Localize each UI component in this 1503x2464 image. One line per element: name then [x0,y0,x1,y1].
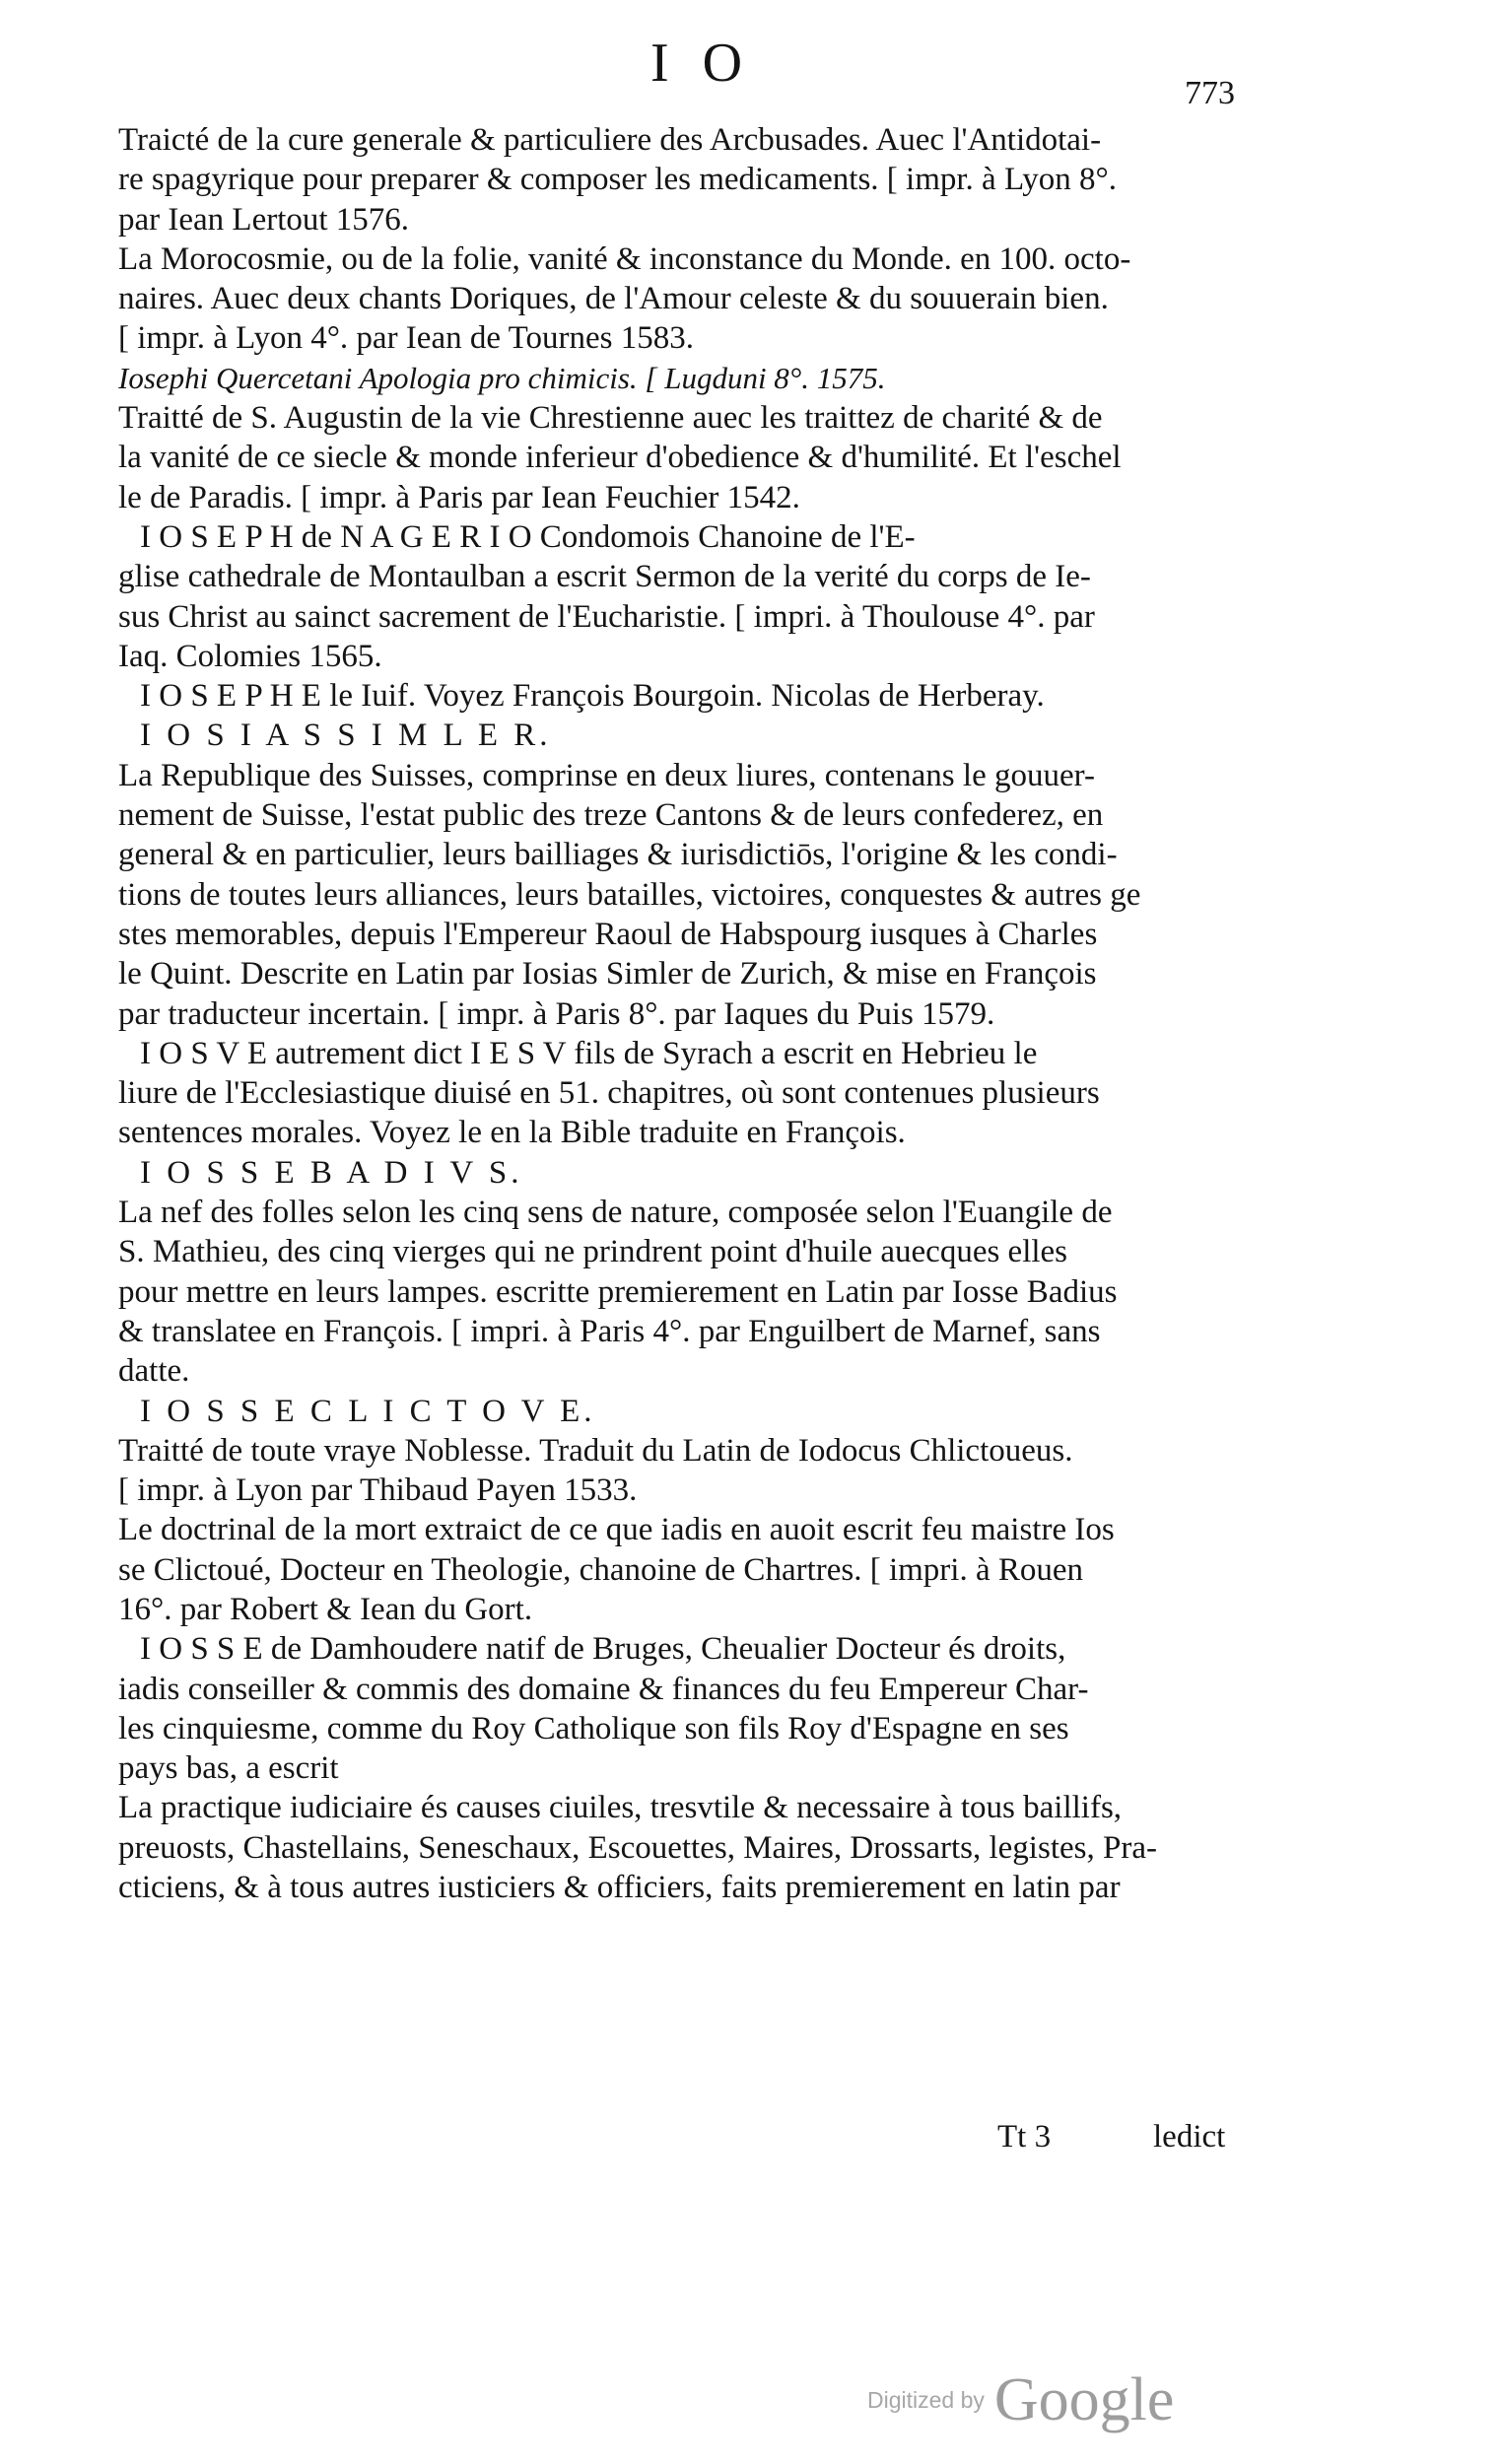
catchword: ledict [1153,2119,1226,2155]
text-line: Traitté de toute vraye Noblesse. Traduit du Latin de Iodocus Chlictoueus. [118,1432,1073,1469]
text-line: se Clictoué, Docteur en Theologie, chanoine de Chartres. [ impri. à Rouen [118,1551,1084,1588]
digitized-watermark [867,2365,1174,2435]
text-line: nement de Suisse, l'estat public des treze Cantons & de leurs confederez, en [118,797,1104,834]
text-line: general & en particulier, leurs bailliages & iurisdictiōs, l'origine & les condi- [118,837,1118,873]
page-number: 773 [1185,75,1235,111]
watermark-prefix: Digitized by [867,2387,985,2413]
catchline [0,2117,1264,2156]
text-line: Le doctrinal de la mort extraict de ce que iadis en auoit escrit feu maistre Ios [118,1512,1115,1548]
text-line: S. Mathieu, des cinq vierges qui ne prindrent point d'huile auecques elles [118,1234,1068,1270]
text-line: les cinquiesme, comme du Roy Catholique son fils Roy d'Espagne en ses [118,1710,1069,1746]
text-line: [ impr. à Lyon 4°. par Iean de Tournes 1583. [118,320,694,357]
text-line: pays bas, a escrit [118,1750,339,1787]
text-line: datte. [118,1353,190,1390]
text-line: Iaq. Colomies 1565. [118,638,382,674]
entry-heading: I O S S E C L I C T O V E. [140,1393,596,1429]
text-line: pour mettre en leurs lampes. escritte premierement en Latin par Iosse Badius [118,1273,1118,1310]
text-line: La nef des folles selon les cinq sens de nature, composée selon l'Euangile de [118,1195,1113,1231]
text-line: naires. Auec deux chants Doriques, de l'Amour celeste & du souuerain bien. [118,281,1109,317]
text-line: par Iean Lertout 1576. [118,201,410,238]
text-line: sentences morales. Voyez le en la Bible traduite en François. [118,1115,906,1151]
entry-heading-line: I O S S E de Damhoudere natif de Bruges, Cheualier Docteur és droits, [140,1631,1066,1668]
text-line: cticiens, & à tous autres iusticiers & officiers, faits premierement en latin par [118,1870,1121,1906]
text-line: re spagyrique pour preparer & composer les medicaments. [ impr. à Lyon 8°. [118,162,1117,198]
text-line: La Republique des Suisses, comprinse en deux liures, contenans le gouuer- [118,757,1095,793]
text-line: la vanité de ce siecle & monde inferieur d'obedience & d'humilité. Et l'eschel [118,440,1122,476]
page-header-signature: I O [650,33,753,94]
text-line: Traicté de la cure generale & particuliere des Arcbusades. Auec l'Antidotai- [118,122,1102,158]
text-line: le Quint. Descrite en Latin par Iosias Simler de Zurich, & mise en François [118,956,1097,992]
text-line: stes memorables, depuis l'Empereur Raoul de Habspourg iusques à Charles [118,916,1098,952]
text-line: glise cathedrale de Montaulban a escrit Sermon de la verité du corps de Ie- [118,559,1091,595]
page-body-text [118,120,1262,1907]
text-line: La Morocosmie, ou de la folie, vanité & inconstance du Monde. en 100. octo- [118,240,1131,277]
signature-mark: Tt 3 [997,2119,1052,2155]
entry-heading-line: I O S E P H de N A G E R I O Condomois Chanoine de l'E- [140,518,916,555]
text-line: liure de l'Ecclesiastique diuisé en 51. chapitres, où sont contenues plusieurs [118,1075,1100,1112]
text-line: [ impr. à Lyon par Thibaud Payen 1533. [118,1472,638,1509]
text-line: 16°. par Robert & Iean du Gort. [118,1591,533,1627]
text-line: preuosts, Chastellains, Seneschaux, Escouettes, Maires, Drossarts, legistes, Pra- [118,1829,1157,1866]
entry-heading-line: I O S V E autrement dict I E S V fils de Syrach a escrit en Hebrieu le [140,1035,1038,1071]
entry-heading: I O S S E B A D I V S. [140,1154,523,1191]
text-line: par traducteur incertain. [ impr. à Paris 8°. par Iaques du Puis 1579. [118,995,995,1032]
text-line: Traitté de S. Augustin de la vie Chrestienne auec les traittez de charité & de [118,400,1103,437]
text-line: sus Christ au sainct sacrement de l'Eucharistie. [ impri. à Thoulouse 4°. par [118,598,1095,635]
text-line: iadis conseiller & commis des domaine & finances du feu Empereur Char- [118,1671,1089,1707]
entry-heading-line: I O S E P H E le Iuif. Voyez François Bourgoin. Nicolas de Herberay. [140,678,1045,715]
text-line: & translatee en François. [ impri. à Paris 4°. par Enguilbert de Marnef, sans [118,1313,1101,1349]
google-logo: Google [993,2366,1175,2433]
entry-heading: I O S I A S S I M L E R. [140,718,552,754]
text-line: tions de toutes leurs alliances, leurs batailles, victoires, conquestes & autres ge [118,876,1141,913]
text-line: le de Paradis. [ impr. à Paris par Iean Feuchier 1542. [118,479,800,515]
text-line: Iosephi Quercetani Apologia pro chimicis. [ Lugduni 8°. 1575. [118,360,886,395]
text-line: La practique iudiciaire és causes ciuiles, tresvtile & necessaire à tous baillifs, [118,1790,1123,1826]
